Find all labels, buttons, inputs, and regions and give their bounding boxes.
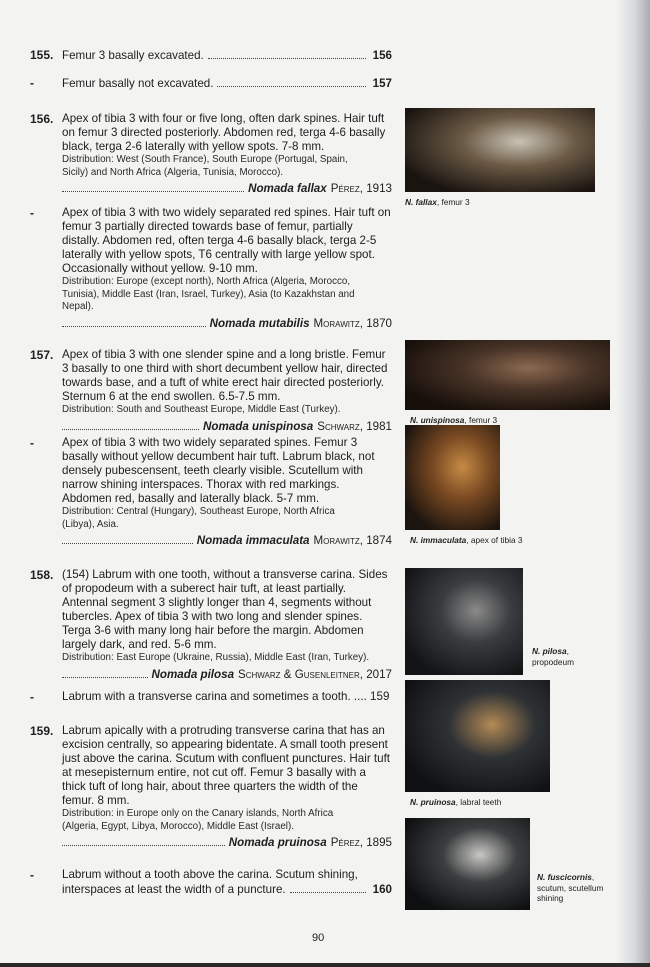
dot-leader	[62, 543, 193, 544]
distribution-line: Tunisia), Middle East (Iran, Israel, Turkey), Asia (to Kazakhstan and	[62, 288, 355, 300]
couplet-number: -	[30, 436, 34, 450]
couplet	[30, 206, 392, 331]
species-name: Nomada fallax	[248, 182, 327, 195]
key-line: Sternum 6 at the end swollen. 6.5-7.5 mm.	[62, 390, 281, 403]
figure-caption: N. fallax, femur 3	[405, 197, 470, 207]
couplet-reference[interactable]: 157	[372, 77, 392, 90]
key-line: on femur 3 directed posteriorly. Abdomen red, terga 4-6 basally	[62, 126, 386, 139]
key-line: interspaces at least the width of a puncture.	[62, 883, 286, 896]
couplet-number: 158.	[30, 568, 54, 582]
couplet-number: -	[30, 868, 34, 882]
key-line: Apex of tibia 3 with four or five long, often dark spines. Hair tuft	[62, 112, 385, 125]
figure-caption: N. unispinosa, femur 3	[410, 415, 498, 425]
key-line: largely dark, and red. 5-6 mm.	[62, 638, 217, 651]
dot-leader	[62, 429, 199, 430]
key-line: Labrum without a tooth above the carina. Scutum shining,	[62, 868, 358, 881]
key-line: femur. 8 mm.	[62, 794, 130, 807]
distribution-line: Distribution: in Europe only on the Canary islands, North Africa	[62, 808, 334, 819]
specimen-photo	[405, 818, 530, 910]
key-line: Apex of tibia 3 with two widely separated red spines. Hair tuft on	[62, 206, 391, 219]
species-name: Nomada immaculata	[196, 534, 310, 547]
distribution-line: (Libya), Asia.	[62, 518, 119, 530]
key-line: black, terga 2-6 laterally with yellow spots. 7-8 mm.	[62, 140, 325, 153]
key-line: Femur basally not excavated.	[62, 77, 214, 90]
dot-leader	[290, 892, 366, 893]
species-name: Nomada pruinosa	[228, 836, 327, 849]
key-line: narrow shining interspaces. Thorax with red markings.	[62, 478, 340, 491]
couplet	[30, 690, 392, 704]
distribution-line: (Algeria, Egypt, Libya, Morocco), Middle East (Israel).	[62, 820, 294, 832]
key-line: 3 basally to one third with short decumbent yellow hair, directed	[62, 362, 388, 375]
key-line: femur 3 partially directed towards base of femur, partially	[62, 220, 353, 233]
couplet	[30, 868, 392, 897]
couplet-reference[interactable]: 159	[370, 690, 390, 703]
key-line: Labrum apically with a protruding transverse carina that has an	[62, 724, 385, 737]
couplet	[30, 348, 392, 434]
species-name: Nomada pilosa	[151, 667, 235, 681]
couplet	[30, 76, 392, 91]
key-line: Terga 3-6 with many long hair before the margin. Abdomen	[62, 624, 364, 637]
species-author: Morawitz, 1870	[313, 316, 392, 330]
figure-caption: N. pilosa, propodeum	[532, 646, 574, 667]
figure-caption: N. pruinosa, labral teeth	[410, 797, 502, 807]
couplet-number: 159.	[30, 724, 54, 738]
species-author: Pérez, 1913	[330, 182, 392, 195]
key-line: (154) Labrum with one tooth, without a transverse carina. Sides	[62, 568, 388, 581]
key-line: basally without yellow decumbent hair tuft. Labrum black, not	[62, 450, 375, 463]
scan-edge	[0, 963, 650, 967]
species-name: Nomada mutabilis	[209, 316, 310, 330]
species-name: Nomada unispinosa	[203, 419, 314, 433]
key-line: Antennal segment 3 slightly longer than 4, segments without	[62, 596, 372, 609]
couplet-number: -	[30, 690, 34, 704]
key-line: Femur 3 basally excavated.	[62, 49, 204, 62]
couplet-reference[interactable]: 160	[372, 883, 392, 896]
distribution-line: Distribution: East Europe (Ukraine, Russia), Middle East (Iran, Turkey).	[62, 652, 370, 663]
couplet	[30, 48, 392, 63]
key-line: tubercles. Apex of tibia 3 with two long and slender spines.	[62, 610, 363, 623]
key-line: densely pubescensent, teeth clearly visible. Scutellum with	[62, 464, 363, 477]
couplet-number: -	[30, 76, 34, 90]
distribution-line: Distribution: Central (Hungary), Southeast Europe, North Africa	[62, 506, 335, 517]
key-line: Apex of tibia 3 with two widely separated spines. Femur 3	[62, 436, 358, 449]
couplet-reference[interactable]: 156	[372, 49, 392, 62]
key-line: Abdomen red, basally and laterally black. 5-7 mm.	[62, 492, 320, 505]
key-line: Labrum with a transverse carina and sometimes a tooth. ....	[62, 690, 367, 703]
couplet-number: -	[30, 206, 34, 220]
couplet-number: 155.	[30, 48, 54, 62]
dot-leader	[62, 326, 206, 327]
dot-leader	[208, 58, 366, 59]
distribution-line: Distribution: West (South France), South Europe (Portugal, Spain,	[62, 154, 348, 165]
species-author: Schwarz & Gusenleitner, 2017	[238, 667, 392, 681]
dot-leader	[62, 677, 148, 678]
couplet-number: 156.	[30, 112, 54, 126]
couplet	[30, 436, 392, 548]
key-line: thick tuft of long hair, about three quarters the width of the	[62, 780, 358, 793]
figure-caption: N. fuscicornis, scutum, scutellum shining	[537, 872, 604, 903]
key-line: towards base, and a tuft of white erect hair directed posteriorly.	[62, 376, 384, 389]
key-line: laterally with yellow spots, T6 centrally with large yellow spot.	[62, 248, 375, 261]
specimen-photo	[405, 568, 523, 675]
species-author: Schwarz, 1981	[317, 419, 392, 433]
key-line: of propodeum with a suberect hair tuft, at least partially.	[62, 582, 346, 595]
couplet	[30, 724, 392, 850]
page-edge-shadow	[616, 0, 650, 967]
key-line: at mesepisternum entire, not cut off. Femur 3 basally with a	[62, 766, 366, 779]
distribution-line: Nepal).	[62, 301, 94, 312]
distribution-line: Distribution: South and Southeast Europe, Middle East (Turkey).	[62, 404, 341, 415]
key-line: distally. Abdomen red, often terga 4-6 basally black, terga 2-5	[62, 234, 377, 247]
couplet	[30, 112, 392, 196]
specimen-photo	[405, 340, 610, 410]
key-line: Occasionally without yellow. 9-10 mm.	[62, 262, 258, 275]
key-line: excision centrally, so appearing bidentate. A small tooth present	[62, 738, 388, 751]
dot-leader	[217, 86, 365, 87]
specimen-photo	[405, 680, 550, 792]
couplet-number: 157.	[30, 348, 54, 362]
distribution-line: Distribution: Europe (except north), North Africa (Algeria, Morocco,	[62, 276, 351, 287]
page-number: 90	[312, 932, 325, 944]
species-author: Morawitz, 1874	[313, 534, 392, 547]
distribution-line: Sicily) and North Africa (Algeria, Tunisia, Morocco).	[62, 166, 284, 178]
species-author: Pérez, 1895	[330, 836, 392, 849]
dot-leader	[62, 845, 225, 846]
figure-caption: N. immaculata, apex of tibia 3	[410, 535, 523, 545]
couplet	[30, 568, 392, 682]
key-line: just above the carina. Scutum with confluent punctures. Hair tuft	[62, 752, 391, 765]
specimen-photo	[405, 108, 595, 192]
specimen-photo	[405, 425, 500, 530]
key-line: Apex of tibia 3 with one slender spine and a long bristle. Femur	[62, 348, 386, 361]
dot-leader	[62, 191, 244, 192]
